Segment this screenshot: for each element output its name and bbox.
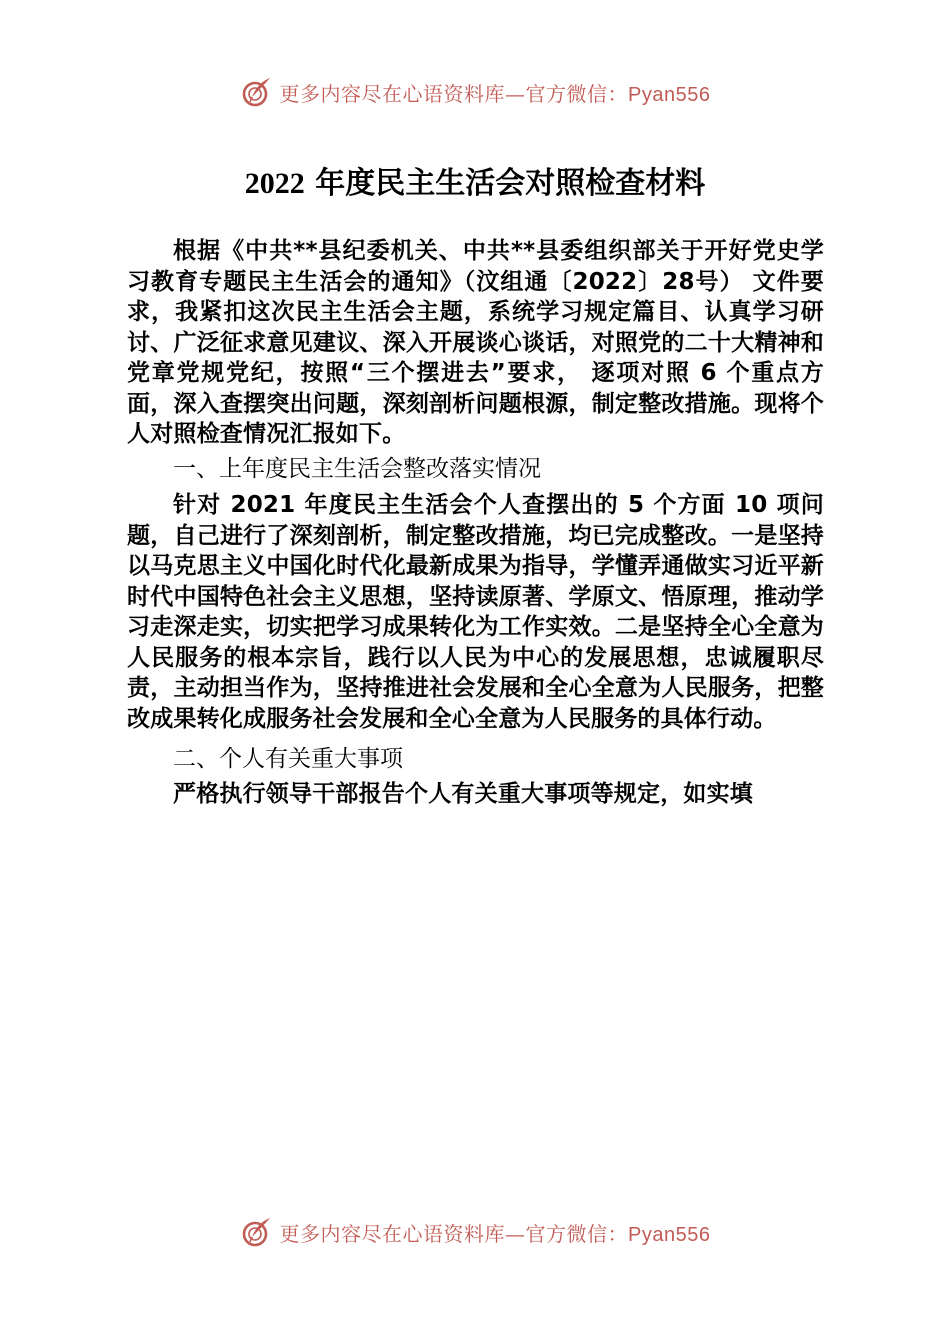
section-heading-1: 一、上年度民主生活会整改落实情况 [173,455,541,482]
watermark-wechat-id: Pyan556 [628,83,711,106]
watermark-wechat-id: Pyan556 [628,1223,711,1246]
document-body [127,236,824,809]
footer-watermark [0,1212,950,1252]
quill-pen-logo [240,1215,274,1249]
quill-pen-logo [240,75,274,109]
intro-paragraph: 根据《中共**县纪委机关、中共**县委组织部关于开好党史学习教育专题民主生活会的通知》（汶组通〔2022〕28号） 文件要求，我紧扣这次民主生活会主题，系统学习规定篇目、认真学习研讨、广泛征求意见建议、深入开展谈心谈话，对照党的二十大精神和党章党规党纪，按照“三个摆进去”要求， 逐项对照 6 个重点方面，深入查摆突出问题，深刻剖析问题根源，制定整改措施。现将个人对照检查情况汇报如下。 [127,238,824,447]
document-title [0,162,950,206]
section-1-paragraph: 针对 2021 年度民主生活会个人查摆出的 5 个方面 10 项问题，自己进行了深刻剖析，制定整改措施，均已完成整改。一是坚持以马克思主义中国化时代化最新成果为指导，学懂弄通做实习近平新时代中国特色社会主义思想，坚持读原著、学原文、悟原理，推动学习走深走实，切实把学习成果转化为工作实效。二是坚持全心全意为人民服务的根本宗旨，践行以人民为中心的发展思想，忠诚履职尽责，主动担当作为，坚持推进社会发展和全心全意为人民服务，把整改成果转化成服务社会发展和全心全意为人民服务的具体行动。 [127,492,824,732]
section-2-paragraph: 严格执行领导干部报告个人有关重大事项等规定，如实填 [173,780,753,807]
section-heading-2: 二、个人有关重大事项 [173,746,403,772]
title-year: 2022 [244,167,305,200]
title-text: 年度民主生活会对照检查材料 [304,166,706,201]
watermark-text: 更多内容尽在心语资料库—官方微信：Pyan556 [279,1221,711,1246]
header-watermark [0,72,950,112]
watermark-text: 更多内容尽在心语资料库—官方微信：Pyan556 [279,81,711,106]
